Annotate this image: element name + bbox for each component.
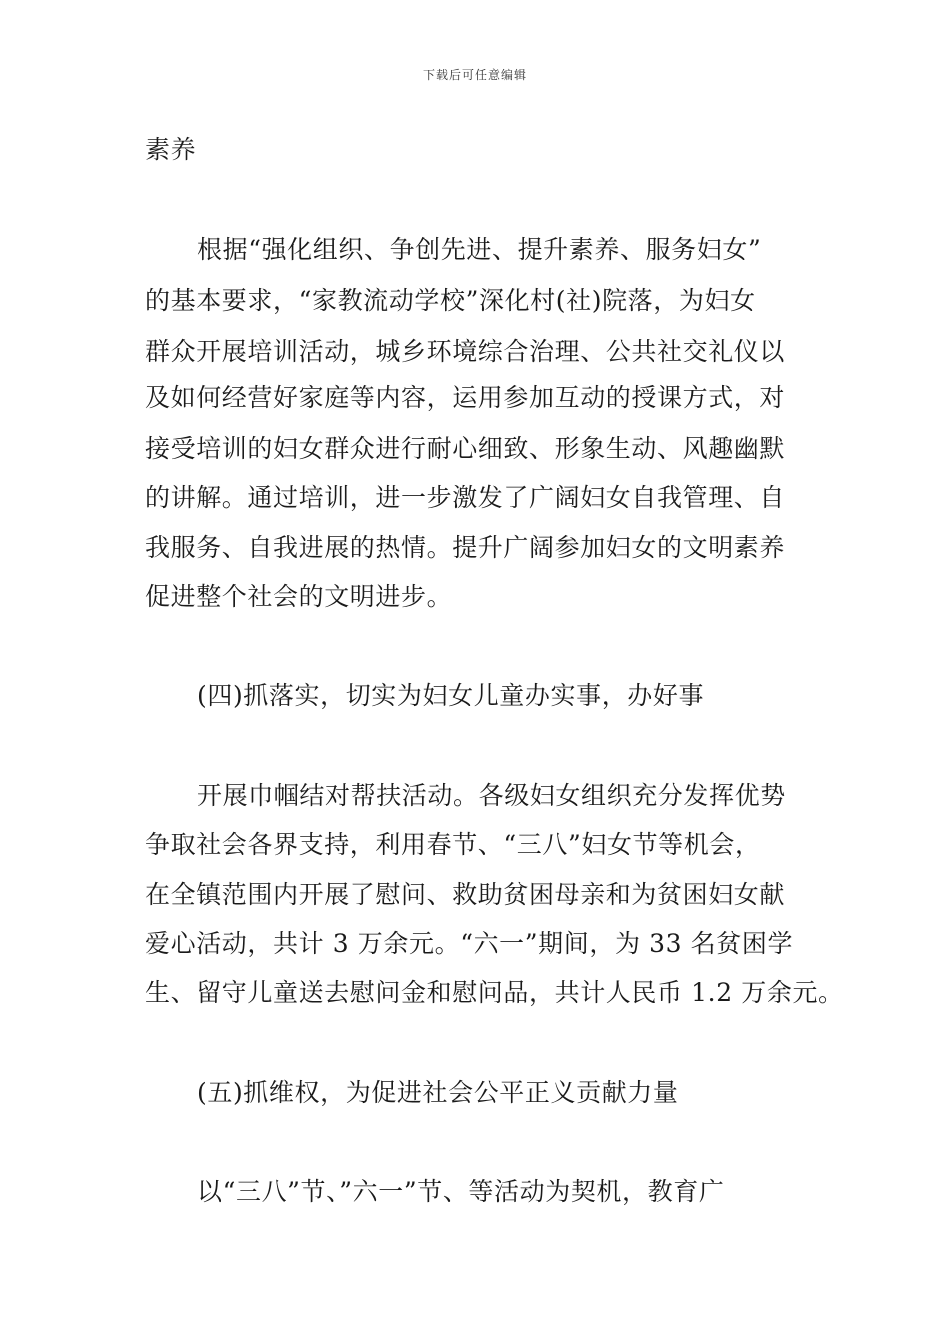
paragraph-line: 群众开展培训活动，城乡环境综合治理、公共社交礼仪以: [145, 337, 786, 366]
section-heading: (五)抓维权，为促进社会公平正义贡献力量: [197, 1078, 679, 1107]
paragraph-line: 素养: [145, 135, 197, 164]
paragraph-line: 我服务、自我进展的热情。提升广阔参加妇女的文明素养: [145, 533, 786, 562]
paragraph-line: 根据“强化组织、争创先进、提升素养、服务妇女”: [197, 235, 762, 264]
paragraph-line: 以“三八”节、”六一”节、等活动为契机，教育广: [197, 1177, 725, 1206]
paragraph-line: 的基本要求，“家教流动学校”深化村(社)院落，为妇女: [145, 286, 756, 315]
section-heading: (四)抓落实，切实为妇女儿童办实事，办好事: [197, 681, 705, 710]
paragraph-line: 促进整个社会的文明进步。: [145, 582, 453, 611]
page-header: 下载后可任意编辑: [422, 68, 527, 82]
paragraph-line: 争取社会各界支持，利用春节、“三八”妇女节等机会，: [145, 830, 761, 859]
paragraph-line: 在全镇范围内开展了慰问、救助贫困母亲和为贫困妇女献: [145, 880, 786, 909]
paragraph-line: 接受培训的妇女群众进行耐心细致、形象生动、风趣幽默: [145, 434, 786, 463]
paragraph-line: 及如何经营好家庭等内容，运用参加互动的授课方式，对: [145, 383, 786, 412]
paragraph-line: 爱心活动，共计 3 万余元。“六一”期间，为 33 名贫困学: [145, 929, 794, 958]
paragraph-line: 开展巾帼结对帮扶活动。各级妇女组织充分发挥优势: [197, 781, 786, 810]
paragraph-line: 生、留守儿童送去慰问金和慰问品，共计人民币 1.2 万余元。: [145, 978, 844, 1007]
paragraph-line: 的讲解。通过培训，进一步激发了广阔妇女自我管理、自: [145, 483, 786, 512]
